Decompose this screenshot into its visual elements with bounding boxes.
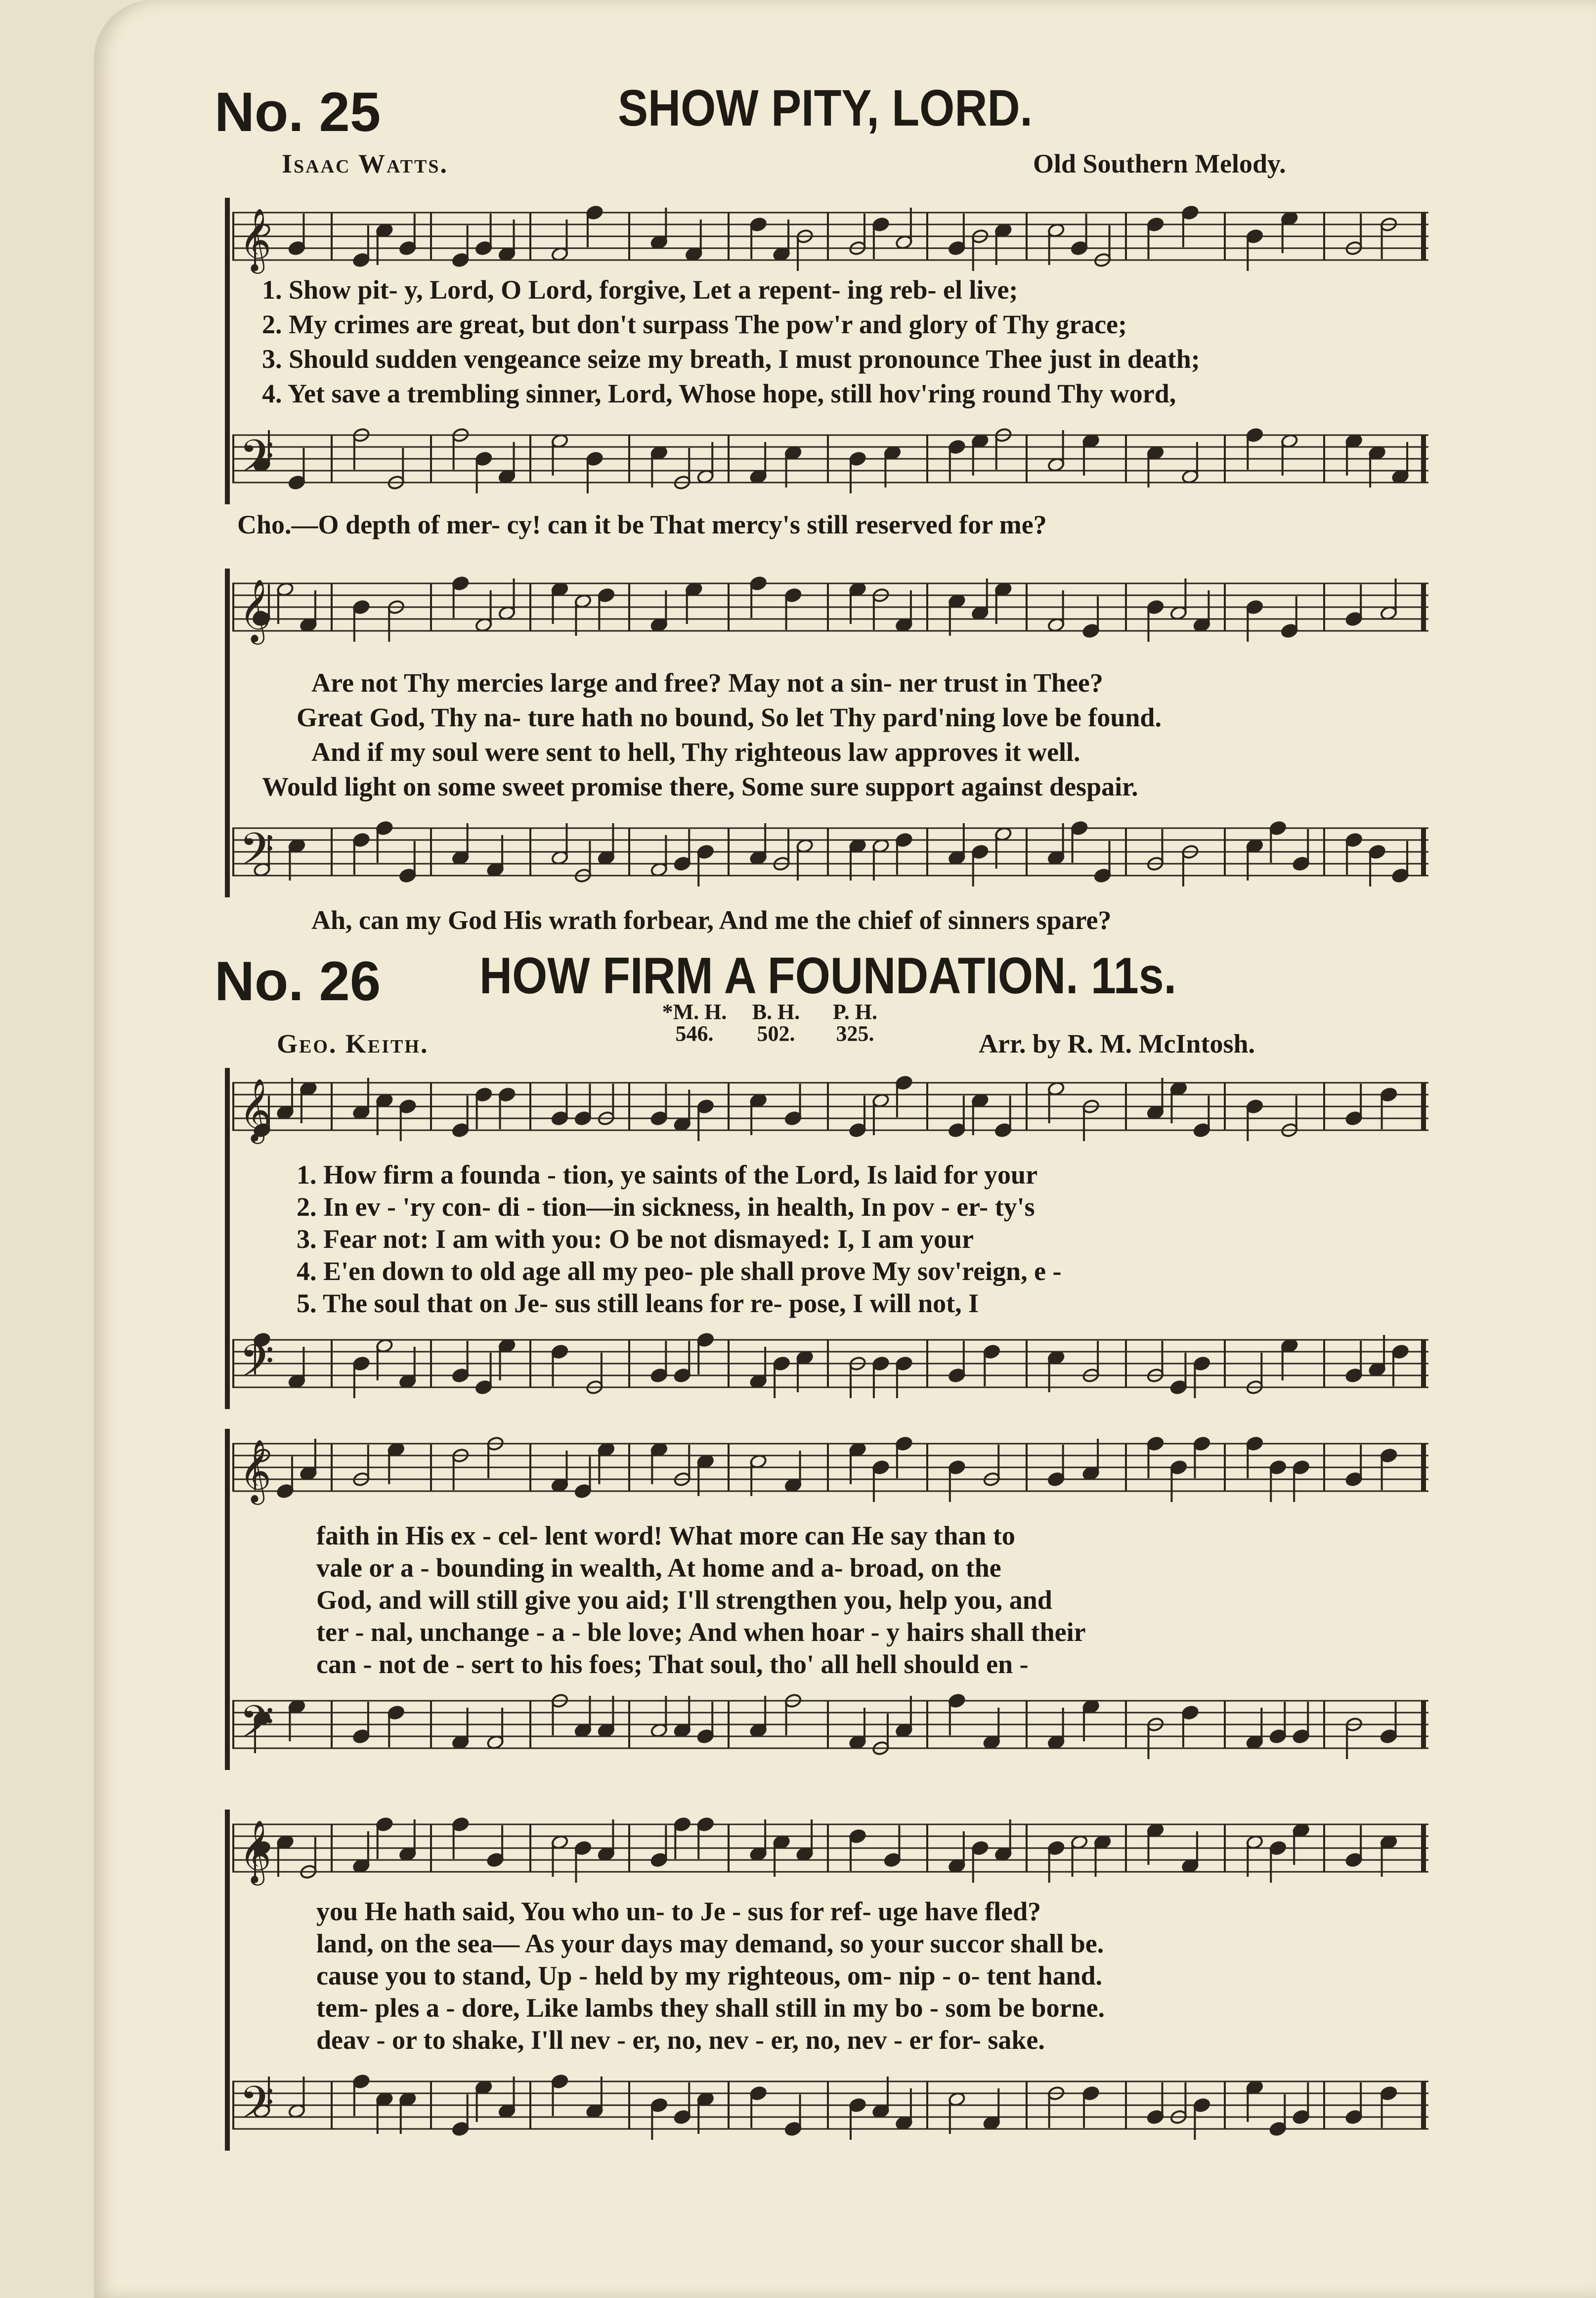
clef-icon: 𝄢 (239, 430, 274, 493)
hymn-26-verse-c-5: deav - or to shake, I'll nev - er, no, nev - er, no, nev - er for- sake. (316, 2025, 1045, 2055)
system-bracket (225, 1429, 230, 1770)
hymn-26-verse-c-1: you He hath said, You who un- to Je - sus for ref- uge have fled? (316, 1897, 1041, 1926)
hymn-25-chorus-2: Ah, can my God His wrath forbear, And me the chief of sinners spare? (311, 905, 1112, 935)
system-bracket (225, 1068, 230, 1409)
hymn-25-verse-b-1: Are not Thy mercies large and free? May not a sin- ner trust in Thee? (311, 668, 1103, 698)
hymn-25-composer: Old Southern Melody. (1033, 149, 1286, 178)
hymn-26-bass-staff-1 (232, 1325, 1428, 1409)
hymn-25-treble-staff-1 (232, 198, 1428, 282)
hymn-26-verse-b-1: faith in His ex - cel- lent word! What more can He say than to (316, 1521, 1015, 1550)
hymn-25-verse-4: 4. Yet save a trembling sinner, Lord, Whose hope, still hov'ring round Thy word, (262, 379, 1176, 408)
clef-icon: 𝄢 (239, 1335, 274, 1398)
hymn-25-verse-b-4: Would light on some sweet promise there, Some sure support against despair. (262, 772, 1138, 801)
hymn-26-treble-staff-1 (232, 1068, 1428, 1152)
hymn-26-treble-staff-2 (232, 1429, 1428, 1513)
hymn-25-author: Isaac Watts. (282, 149, 448, 178)
hymn-26-ref-mh (652, 1001, 736, 1045)
hymn-26-verse-1: 1. How firm a founda - tion, ye saints of the Lord, Is laid for your (297, 1160, 1038, 1190)
ref-label-mh: *M. H. (662, 1000, 727, 1024)
hymn-26-verse-c-4: tem- ples a - dore, Like lambs they shall still in my bo - som be borne. (316, 1993, 1105, 2023)
hymn-25-verse-b-2: Great God, Thy na- ture hath no bound, So let Thy pard'ning love be found. (297, 703, 1162, 732)
hymn-26-verse-b-5: can - not de - sert to his foes; That soul, tho' all hell should en - (316, 1649, 1029, 1679)
clef-icon: 𝄢 (239, 823, 274, 886)
clef-icon: 𝄞 (239, 578, 272, 642)
system-bracket (225, 1810, 230, 2151)
clef-icon: 𝄞 (239, 1439, 272, 1502)
ref-number-mh: 546. (675, 1021, 714, 1046)
hymn-25-verse-2: 2. My crimes are great, but don't surpass The pow'r and glory of Thy grace; (262, 309, 1127, 339)
hymn-25-title: SHOW PITY, LORD. (618, 80, 1033, 137)
hymn-25-verse-b-3: And if my soul were sent to hell, Thy righteous law approves it well. (311, 737, 1080, 767)
hymn-25-verse-3: 3. Should sudden vengeance seize my breath, I must pronounce Thee just in death; (262, 344, 1200, 374)
clef-icon: 𝄞 (239, 1819, 272, 1883)
hymn-25-number: No. 25 (215, 81, 381, 143)
ref-label-bh: B. H. (752, 1000, 800, 1024)
hymn-25-chorus-1: Cho.—O depth of mer- cy! can it be That mercy's still reserved for me? (237, 510, 1047, 539)
ref-number-ph: 325. (836, 1021, 874, 1046)
ref-label-ph: P. H. (832, 1000, 878, 1024)
hymn-26-author: Geo. Keith. (277, 1029, 429, 1059)
hymn-25-verse-1: 1. Show pit- y, Lord, O Lord, forgive, Let a repent- ing reb- el live; (262, 275, 1018, 305)
system-bracket (225, 198, 230, 504)
hymn-26-verse-b-2: vale or a - bounding in wealth, At home and a- broad, on the (316, 1553, 1001, 1583)
hymn-26-number: No. 26 (215, 950, 381, 1012)
hymn-26-verse-3: 3. Fear not: I am with you: O be not dismayed: I, I am your (297, 1224, 974, 1254)
hymn-26-bass-staff-2 (232, 1686, 1428, 1770)
clef-icon: 𝄢 (239, 2077, 274, 2140)
hymn-26-verse-c-3: cause you to stand, Up - held by my righteous, om- nip - o- tent hand. (316, 1961, 1103, 1990)
hymn-25-treble-staff-2 (232, 569, 1428, 653)
hymn-26-verse-b-3: God, and will still give you aid; I'll strengthen you, help you, and (316, 1585, 1052, 1615)
ref-number-bh: 502. (757, 1021, 795, 1046)
hymn-26-ref-ph (820, 1001, 890, 1045)
clef-icon: 𝄞 (239, 208, 272, 271)
hymn-26-verse-c-2: land, on the sea— As your days may demand, so your succor shall be. (316, 1929, 1104, 1958)
hymn-26-verse-4: 4. E'en down to old age all my peo- ple shall prove My sov'reign, e - (297, 1256, 1062, 1286)
hymn-26-ref-bh (741, 1001, 811, 1045)
hymn-26-verse-b-4: ter - nal, unchange - a - ble love; And when hoar - y hairs shall their (316, 1617, 1086, 1647)
hymn-26-verse-2: 2. In ev - 'ry con- di - tion—in sickness, in health, In pov - er- ty's (297, 1192, 1035, 1222)
hymn-25-bass-staff-2 (232, 813, 1428, 897)
clef-icon: 𝄞 (239, 1078, 272, 1141)
hymn-26-verse-5: 5. The soul that on Je- sus still leans for re- pose, I will not, I (297, 1288, 979, 1318)
hymn-26-title: HOW FIRM A FOUNDATION. 11s. (479, 947, 1177, 1005)
hymn-26-arranger: Arr. by R. M. McIntosh. (979, 1029, 1255, 1059)
hymn-26-bass-staff-3 (232, 2067, 1428, 2151)
hymn-26-treble-staff-3 (232, 1810, 1428, 1894)
system-bracket (225, 569, 230, 897)
clef-icon: 𝄢 (239, 1696, 274, 1759)
hymn-25-bass-staff-1 (232, 420, 1428, 504)
